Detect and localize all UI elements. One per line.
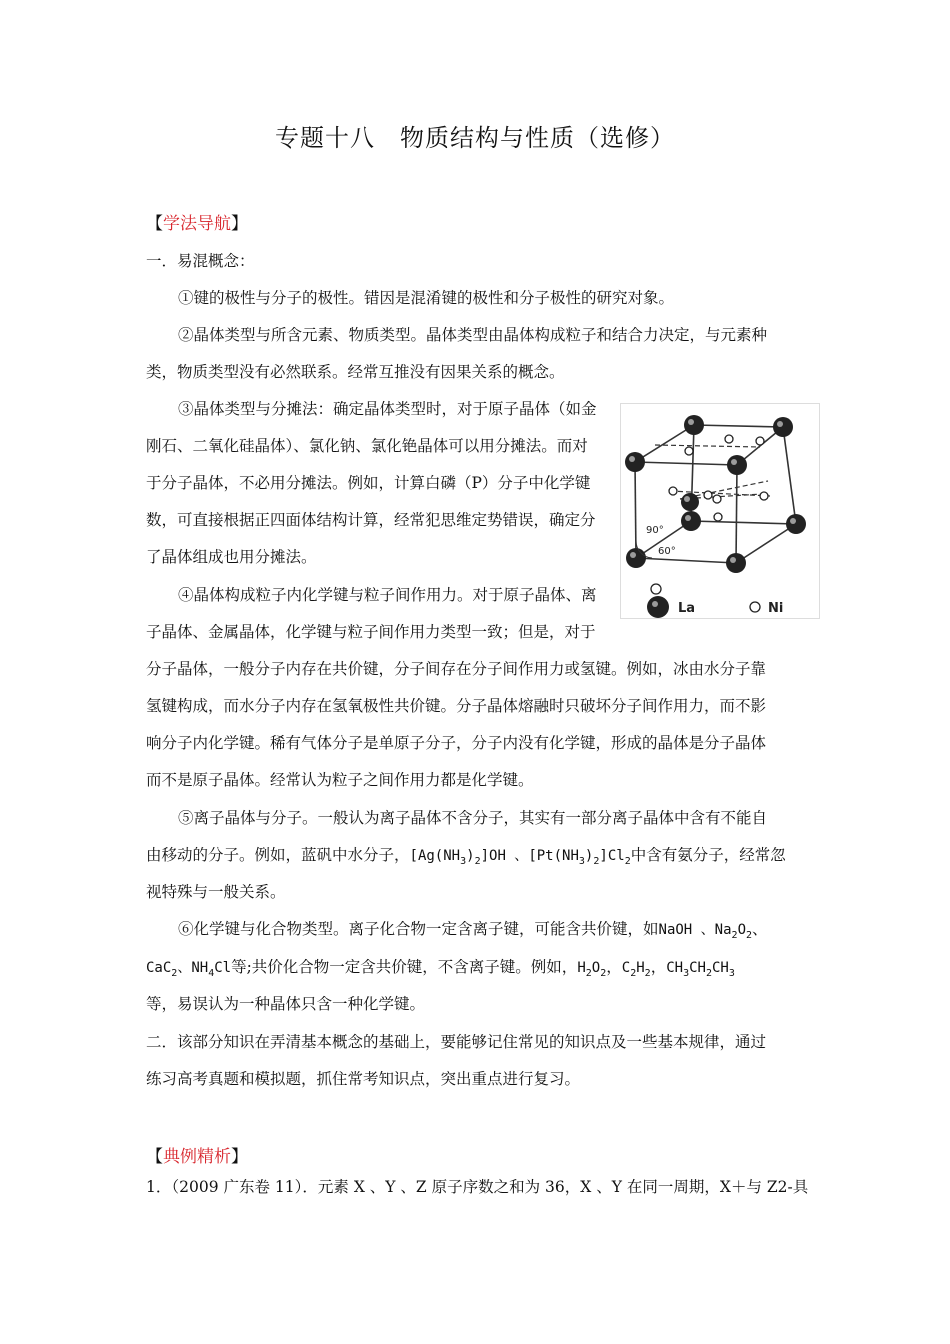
text-line: 于分子晶体，不必用分摊法。例如，计算白磷（P）分子中化学键 bbox=[146, 474, 591, 492]
page-title: 专题十八 物质结构与性质（选修） bbox=[275, 124, 675, 152]
text-line: 一．易混概念： bbox=[146, 252, 255, 270]
legend-ni-marker bbox=[750, 602, 760, 612]
angle-60-label: 60° bbox=[658, 546, 676, 557]
text-line: ②晶体类型与所含元素、物质类型。晶体类型由晶体构成粒子和结合力决定，与元素种 bbox=[178, 326, 768, 344]
legend-ni-label: Ni bbox=[768, 601, 784, 616]
text-line: 类，物质类型没有必然联系。经常互推没有因果关系的概念。 bbox=[146, 363, 565, 381]
text-line-formula: CaC$_2$、$NH_4Cl$等;共价化合物一定含共价键，不含离子键。例如，$H_2O_2$，$C_2H_2$，$CH_3CH_2CH_3$ bbox=[146, 958, 735, 979]
text-line: ⑤离子晶体与分子。一般认为离子晶体不含分子，其实有一部分离子晶体中含有不能自 bbox=[178, 809, 768, 827]
text-line: 数，可直接根据正四面体结构计算，经常犯思维定势错误，确定分 bbox=[146, 511, 596, 529]
text-line: 分子晶体，一般分子内存在共价键，分子间存在分子间作用力或氢键。例如，冰由水分子靠 bbox=[146, 660, 767, 678]
text-line: 二．该部分知识在弄清基本概念的基础上，要能够记住常见的知识点及一些基本规律，通过 bbox=[146, 1033, 767, 1051]
text-line: 而不是原子晶体。经常认为粒子之间作用力都是化学键。 bbox=[146, 771, 534, 789]
legend-la-label: La bbox=[678, 601, 696, 616]
text-line: 视特殊与一般关系。 bbox=[146, 883, 286, 901]
text-line: 等，易误认为一种晶体只含一种化学键。 bbox=[146, 995, 426, 1013]
text-line: 练习高考真题和模拟题，抓住常考知识点，突出重点进行复习。 bbox=[146, 1070, 581, 1088]
text-line: 1．（2009 广东卷 11）．元素 X 、Y 、Z 原子序数之和为 36，X 、Y 在同一周期，X＋与 Z2-具 bbox=[146, 1178, 809, 1196]
text-line-formula: 由移动的分子。例如，蓝矾中水分子，$[Ag(NH_3)_2]OH$ 、$[Pt(NH_3)_2]Cl_2$中含有氨分子，经常忽 bbox=[146, 846, 786, 867]
section-label: 学法导航 bbox=[163, 214, 231, 234]
text-line: 子晶体、金属晶体，化学键与粒子间作用力类型一致；但是，对于 bbox=[146, 623, 596, 641]
section-heading-examples: 【典例精析】 bbox=[146, 1147, 248, 1167]
crystal-lattice-diagram bbox=[620, 403, 820, 619]
section-label: 典例精析 bbox=[163, 1147, 231, 1167]
text-line: 刚石、二氧化硅晶体）、氯化钠、氯化铯晶体可以用分摊法。而对 bbox=[146, 437, 588, 455]
text-line: ③晶体类型与分摊法：确定晶体类型时，对于原子晶体（如金 bbox=[178, 400, 597, 418]
crystal-structure-figure bbox=[620, 403, 820, 619]
angle-90-label: 90° bbox=[646, 525, 664, 536]
section-heading-study-guide: 【学法导航】 bbox=[146, 214, 248, 234]
text-line: 了晶体组成也用分摊法。 bbox=[146, 548, 317, 566]
text-line: ①键的极性与分子的极性。错因是混淆键的极性和分子极性的研究对象。 bbox=[178, 289, 675, 307]
text-line: ④晶体构成粒子内化学键与粒子间作用力。对于原子晶体、离 bbox=[178, 586, 597, 604]
text-line: 氢键构成，而水分子内存在氢氧极性共价键。分子晶体熔融时只破坏分子间作用力，而不影 bbox=[146, 697, 767, 715]
text-line-formula: ⑥化学键与化合物类型。离子化合物一定含离子键，可能含共价键，如NaOH 、$Na_2O_2$、 bbox=[178, 920, 768, 941]
text-line: 响分子内化学键。稀有气体分子是单原子分子，分子内没有化学键，形成的晶体是分子晶体 bbox=[146, 734, 767, 752]
